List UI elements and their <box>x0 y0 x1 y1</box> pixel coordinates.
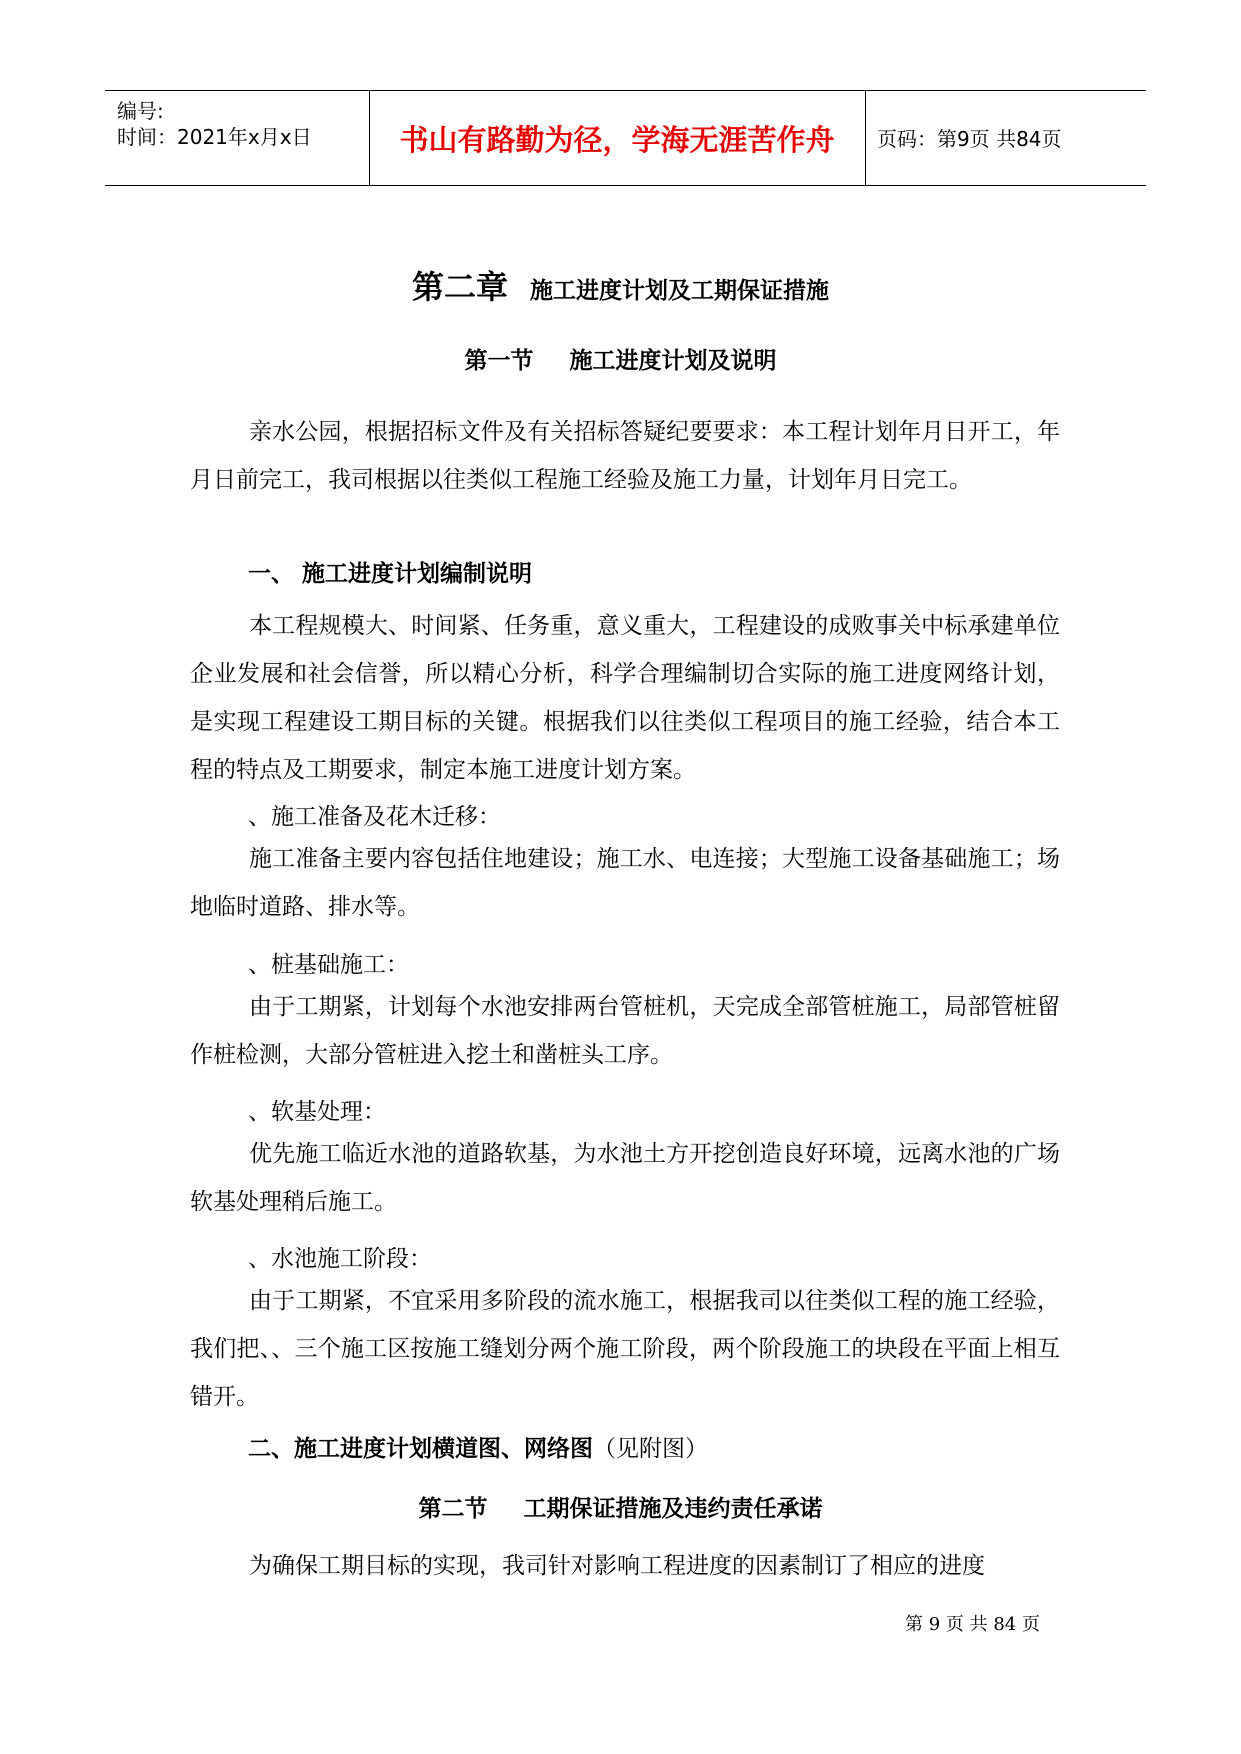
subheading-2-title: 二、施工进度计划横道图、网络图 <box>248 1436 593 1462</box>
section-2-number: 第二节 <box>418 1496 488 1522</box>
header-page-info: 页码：第9页 共84页 <box>877 127 1062 151</box>
item-1-text: 施工准备主要内容包括住地建设；施工水、电连接；大型施工设备基础施工；场地临时道路、排水等。 <box>190 846 1060 920</box>
paragraph-scope: 本工程规模大、时间紧、任务重，意义重大，工程建设的成败事关中标承建单位企业发展和社会信誉，所以精心分析，科学合理编制切合实际的施工进度网络计划，是实现工程建设工期目标的关键。根据我们以往类似工程项目的施工经验，结合本工程的特点及工期要求，制定本施工进度计划方案。 <box>190 613 1060 783</box>
closing-paragraph: 为确保工期目标的实现，我司针对影响工程进度的因素制订了相应的进度 <box>249 1553 985 1579</box>
section-1-title: 施工进度计划及说明 <box>569 348 777 374</box>
item-2-text: 由于工期紧，计划每个水池安排两台管桩机，天完成全部管桩施工，局部管桩留作桩检测，大部分管桩进入挖土和凿桩头工序。 <box>190 994 1060 1068</box>
section-heading-1 <box>0 342 1241 375</box>
item-3-label: 、软基处理： <box>248 1099 386 1125</box>
subheading-1: 一、 施工进度计划编制说明 <box>248 561 533 587</box>
chapter-title: 施工进度计划及工期保证措施 <box>530 278 829 304</box>
header-page-cell <box>865 91 1146 185</box>
section-heading-2 <box>0 1490 1241 1523</box>
item-4-label: 、水池施工阶段： <box>248 1246 432 1272</box>
item-1-label: 、施工准备及花木迁移： <box>248 804 501 830</box>
header-motto-cell <box>369 91 866 185</box>
section-2-title: 工期保证措施及违约责任承诺 <box>523 1496 823 1522</box>
subheading-2-note: （见附图） <box>593 1436 708 1462</box>
item-4-text: 由于工期紧，不宜采用多阶段的流水施工，根据我司以往类似工程的施工经验，我们把、、三个施工区按施工缝划分两个施工阶段，两个阶段施工的块段在平面上相互错开。 <box>190 1288 1060 1410</box>
chapter-heading <box>0 262 1241 308</box>
document-header <box>105 90 1146 186</box>
item-3-text: 优先施工临近水池的道路软基，为水池土方开挖创造良好环境，远离水池的广场软基处理稍后施工。 <box>190 1141 1060 1215</box>
document-time-label: 时间：2021年x月x日 <box>117 125 312 149</box>
header-motto: 书山有路勤为径，学海无涯苦作舟 <box>399 123 835 157</box>
subheading-2 <box>248 1430 708 1463</box>
header-info-cell <box>105 91 370 185</box>
page-footer: 第 9 页 共 84 页 <box>905 1614 1040 1635</box>
chapter-number: 第二章 <box>411 268 508 306</box>
item-2-label: 、桩基础施工： <box>248 952 409 978</box>
intro-paragraph: 亲水公园，根据招标文件及有关招标答疑纪要要求：本工程计划年月日开工，年月日前完工，我司根据以往类似工程施工经验及施工力量，计划年月日完工。 <box>190 419 1060 493</box>
section-1-number: 第一节 <box>464 348 534 374</box>
document-number-label: 编号: <box>117 99 164 123</box>
